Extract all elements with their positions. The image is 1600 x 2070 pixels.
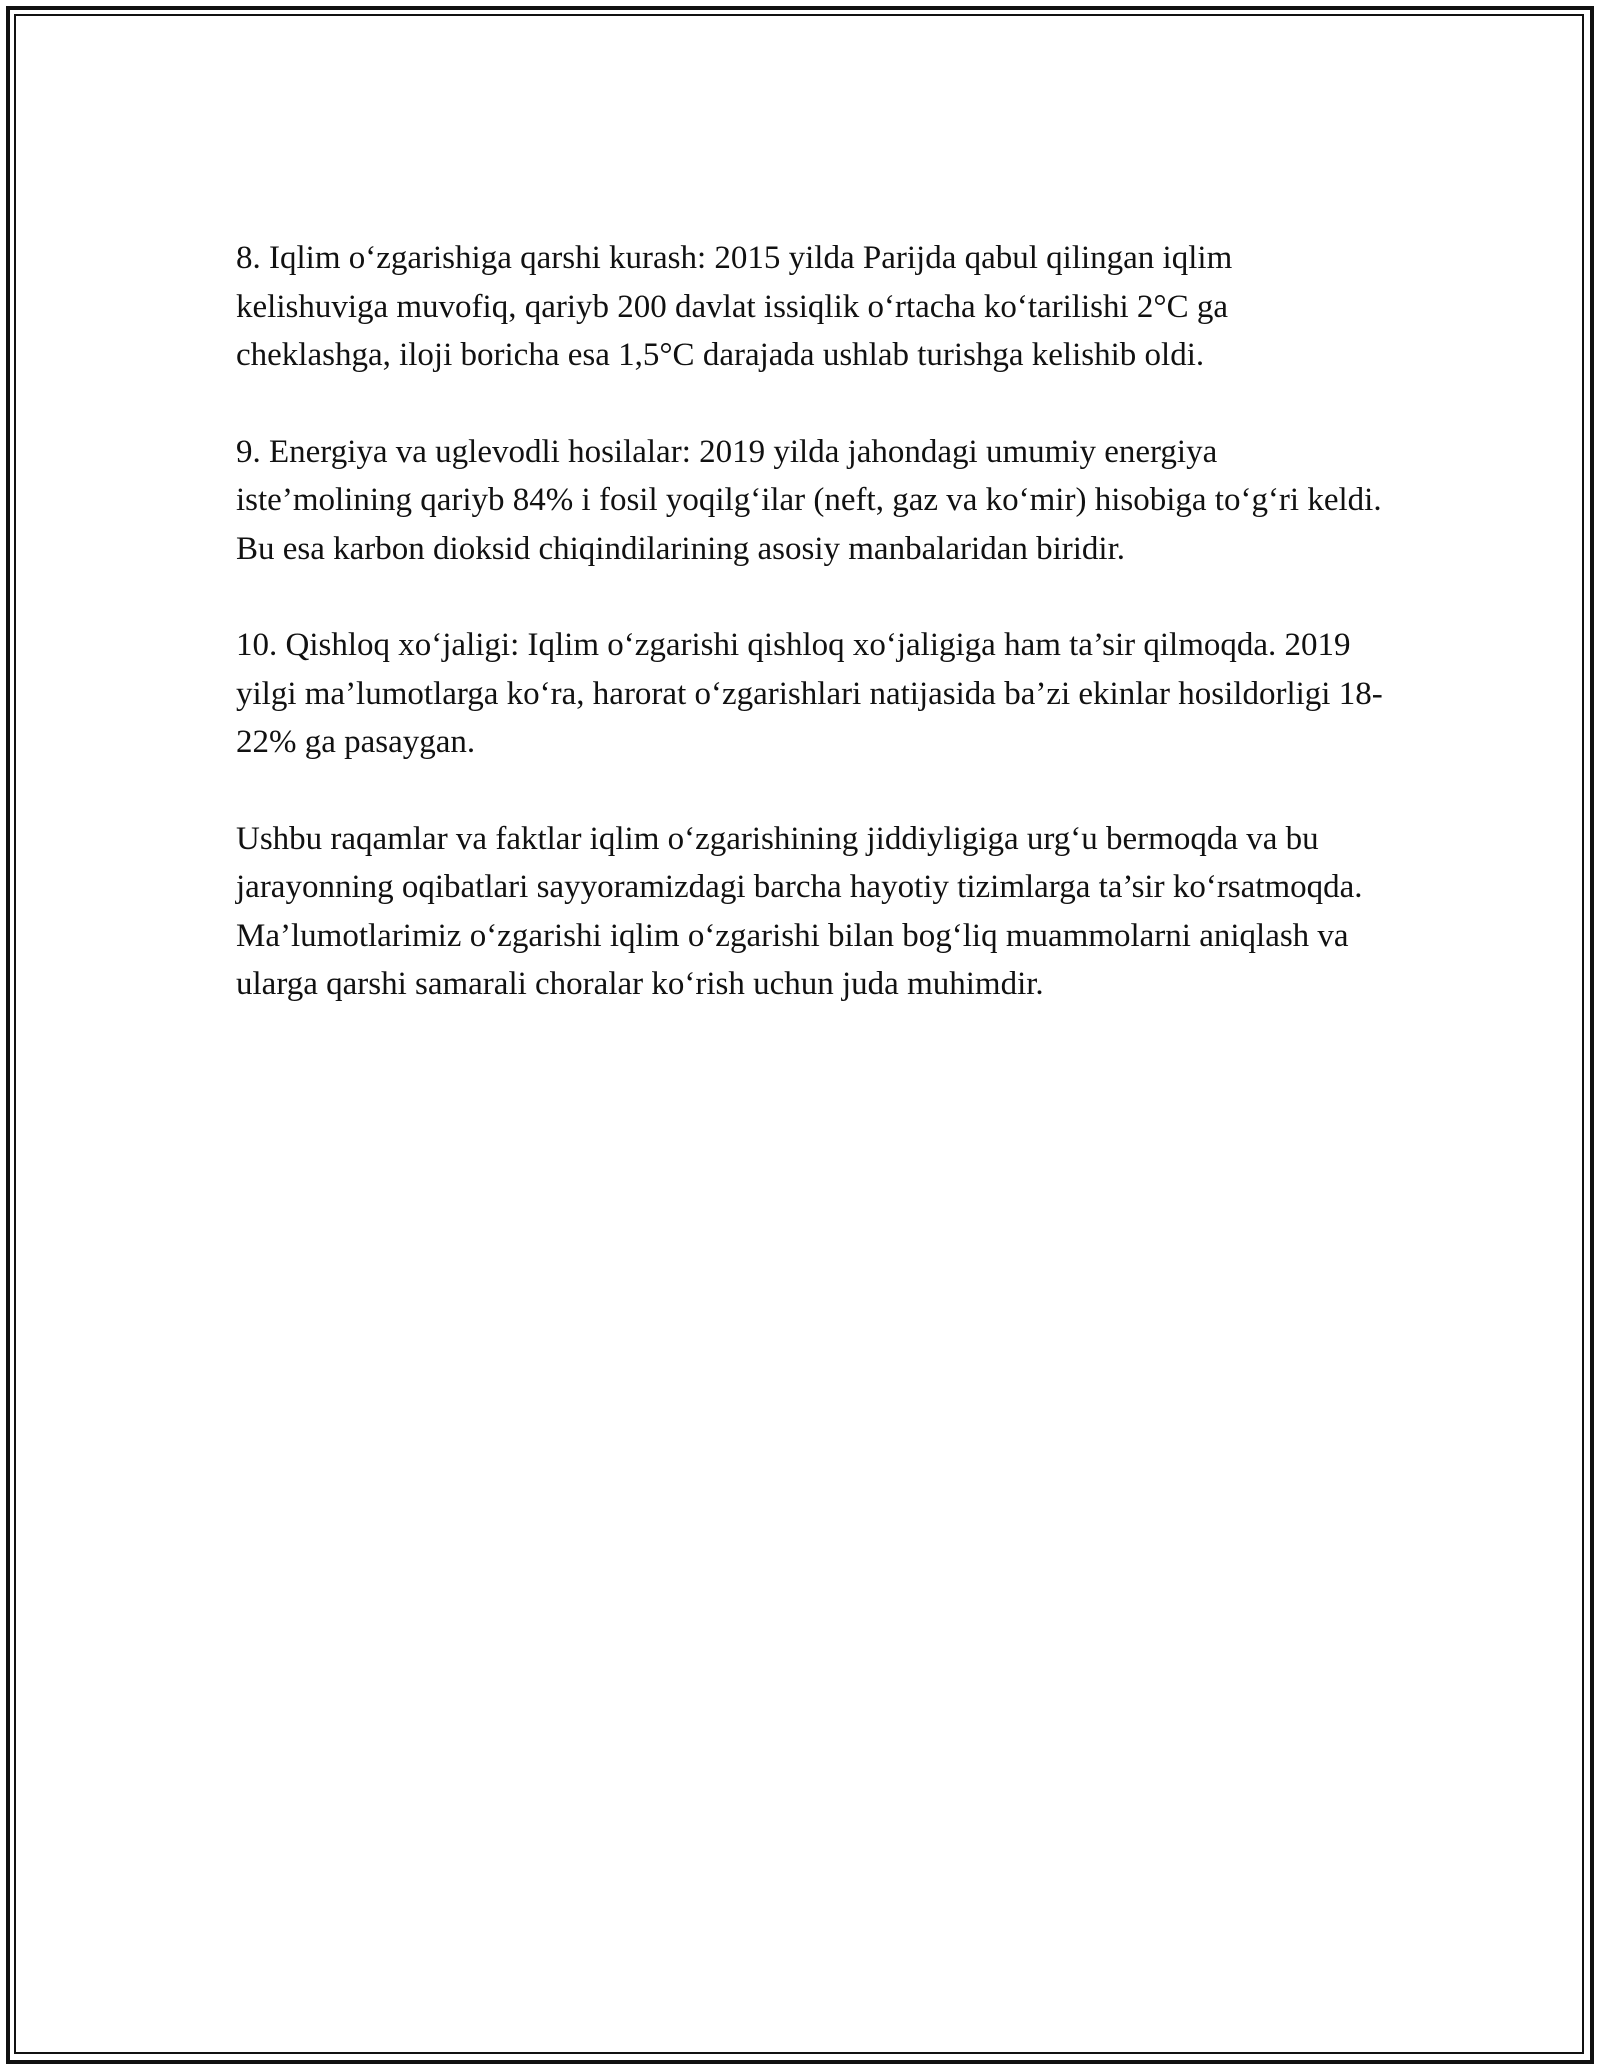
paragraph-energy: 9. Energiya va uglevodli hosilalar: 2019 yilda jahondagi umumiy energiya iste’molining qariyb 84% i fosil yoqilg‘ilar (neft, gaz va ko‘mir) hisobiga to‘g‘ri keldi. Bu esa karbon dioksid chiqindilarining asosiy manbalaridan biridir. [236, 433, 1382, 567]
paragraph-agriculture: 10. Qishloq xo‘jaligi: Iqlim o‘zgarishi qishloq xo‘jaligiga ham ta’sir qilmoqda. 2019 yilgi ma’lumotlarga ko‘ra, harorat o‘zgarishlari natijasida ba’zi ekinlar hosildorligi 18-22% ga pasaygan. [236, 627, 1383, 760]
paragraph-conclusion: Ushbu raqamlar va faktlar iqlim o‘zgarishining jiddiyligiga urg‘u bermoqda va bu jarayonning oqibatlari sayyoramizdagi barcha hayotiy tizimlarga ta’sir ko‘rsatmoqda. Ma’lumotlarimiz o‘zgarishi iqlim o‘zgarishi bilan bog‘liq muammolarni aniqlash va ularga qarshi samarali choralar ko‘rish uchun juda muhimdir. [236, 820, 1363, 1002]
paragraph-paris-agreement: 8. Iqlim o‘zgarishiga qarshi kurash: 2015 yilda Parijda qabul qilingan iqlim kelishuviga muvofiq, qariyb 200 davlat issiqlik o‘rtacha ko‘tarilishi 2°C ga cheklashga, iloji boricha esa 1,5°C darajada ushlab turishga kelishib oldi. [236, 240, 1233, 373]
document-body [236, 234, 1384, 1057]
